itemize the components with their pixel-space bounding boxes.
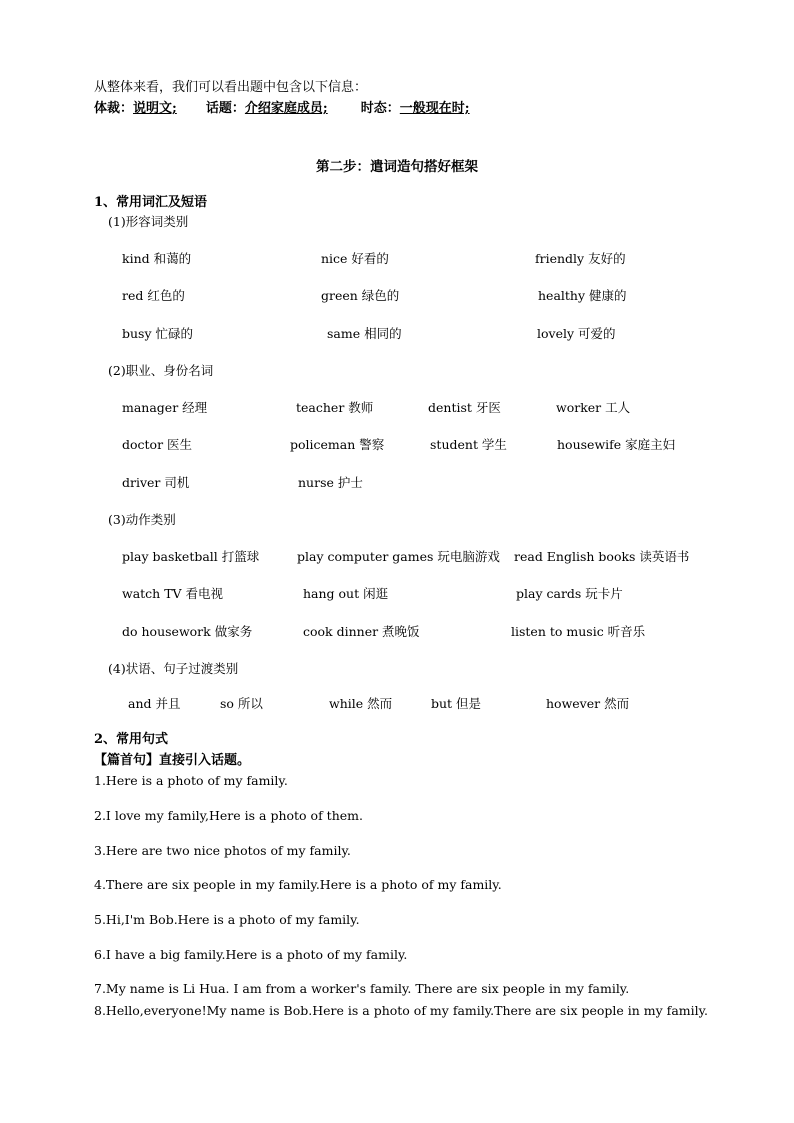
- vocab-item: manager 经理: [122, 400, 208, 415]
- section1-title: 1、常用词汇及短语: [94, 195, 208, 210]
- sentence-item: 5.Hi,I'm Bob.Here is a photo of my family.: [94, 912, 360, 927]
- transitions-heading: (4)状语、句子过渡类别: [108, 661, 239, 676]
- vocab-item: policeman 警察: [290, 437, 385, 452]
- vocab-item: watch TV 看电视: [122, 586, 224, 601]
- vocab-item: play basketball 打篮球: [122, 549, 260, 564]
- vocab-item: play cards 玩卡片: [516, 586, 623, 601]
- intro-line: 从整体来看，我们可以看出题中包含以下信息：: [94, 80, 368, 95]
- vocab-item: while 然而: [329, 696, 393, 711]
- vocab-item: worker 工人: [556, 400, 631, 415]
- vocab-item: dentist 牙医: [428, 400, 501, 415]
- genre-label: 体裁：: [94, 101, 134, 116]
- topic-value: 介绍家庭成员;: [244, 101, 328, 116]
- vocab-item: kind 和蔼的: [122, 251, 192, 266]
- vocab-item: however 然而: [546, 696, 630, 711]
- tense-value: 一般现在时;: [399, 101, 470, 116]
- tense-label: 时态：: [360, 101, 400, 116]
- vocab-item: green 绿色的: [321, 288, 400, 303]
- vocab-item: lovely 可爱的: [537, 326, 616, 341]
- vocab-item: listen to music 听音乐: [511, 624, 646, 639]
- vocab-item: nurse 护士: [298, 475, 363, 490]
- vocab-item: so 所以: [220, 696, 263, 711]
- opening-sentence-label: 【篇首句】直接引入话题。: [94, 753, 251, 768]
- section2-title: 2、常用句式: [94, 732, 169, 747]
- sentence-item: 6.I have a big family.Here is a photo of my family.: [94, 947, 408, 962]
- vocab-item: teacher 教师: [296, 400, 374, 415]
- vocab-item: busy 忙碌的: [122, 326, 194, 341]
- vocab-item: friendly 友好的: [535, 251, 626, 266]
- vocab-item: hang out 闲逛: [303, 586, 389, 601]
- vocab-item: same 相同的: [327, 326, 402, 341]
- vocab-item: do housework 做家务: [122, 624, 253, 639]
- vocab-item: doctor 医生: [122, 437, 193, 452]
- vocab-item: but 但是: [431, 696, 482, 711]
- vocab-item: red 红色的: [122, 288, 185, 303]
- vocab-item: driver 司机: [122, 475, 190, 490]
- actions-heading: (3)动作类别: [108, 512, 176, 527]
- sentence-item: 1.Here is a photo of my family.: [94, 773, 288, 788]
- jobs-heading: (2)职业、身份名词: [108, 363, 214, 378]
- vocab-item: nice 好看的: [321, 251, 389, 266]
- topic-label: 话题：: [205, 101, 245, 116]
- sentence-item: 8.Hello,everyone!My name is Bob.Here is a photo of my family.There are six people in my family.: [94, 1003, 708, 1018]
- step-title: 第二步：遣词造句搭好框架: [316, 159, 478, 175]
- vocab-item: play computer games 玩电脑游戏: [297, 549, 500, 564]
- genre-value: 说明文;: [133, 101, 177, 116]
- vocab-item: student 学生: [430, 437, 507, 452]
- vocab-item: healthy 健康的: [538, 288, 627, 303]
- vocab-item: and 并且: [128, 696, 181, 711]
- vocab-item: cook dinner 煮晚饭: [303, 624, 420, 639]
- sentence-item: 4.There are six people in my family.Here is a photo of my family.: [94, 877, 502, 892]
- vocab-item: read English books 读英语书: [514, 549, 690, 564]
- sentence-item: 7.My name is Li Hua. I am from a worker's family. There are six people in my family.: [94, 981, 630, 996]
- adjectives-heading: (1)形容词类别: [108, 214, 189, 229]
- sentence-item: 3.Here are two nice photos of my family.: [94, 843, 351, 858]
- sentence-item: 2.I love my family,Here is a photo of them.: [94, 808, 363, 823]
- info-line: [94, 97, 470, 116]
- vocab-item: housewife 家庭主妇: [557, 437, 676, 452]
